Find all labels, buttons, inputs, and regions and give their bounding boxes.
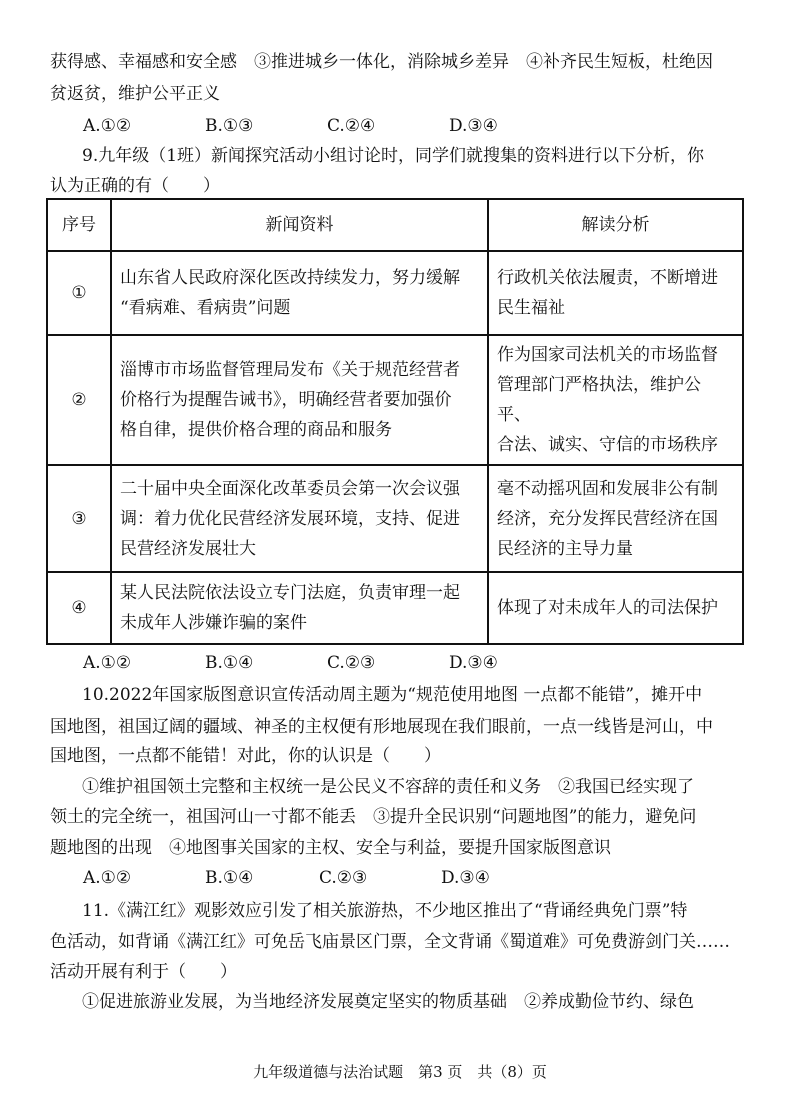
header-number: 序号 — [47, 199, 111, 251]
row-number: ② — [47, 335, 111, 465]
q8-option-a: A.①② — [83, 116, 132, 136]
news-cell — [111, 335, 488, 465]
q10-statement-line-2: 领土的完全统一，祖国河山一寸都不能丢 ③提升全民识别“问题地图”的能力，避免问 — [50, 807, 697, 827]
table-row — [47, 572, 743, 644]
analysis-line: 民经济的主导力量 — [497, 538, 633, 559]
q10-stem-line-1: 10.2022年国家版图意识宣传活动周主题为“规范使用地图 一点都不能错”，摊开中 — [82, 685, 703, 705]
analysis-cell — [488, 251, 743, 335]
q11-statement-line-1: ①促进旅游业发展，为当地经济发展奠定坚实的物质基础 ②养成勤俭节约、绿色 — [82, 992, 694, 1012]
row-number: ① — [47, 251, 111, 335]
news-line: “看病难、看病贵”问题 — [120, 298, 291, 318]
q8-option-c: C.②④ — [327, 116, 376, 136]
row-number: ④ — [47, 572, 111, 644]
analysis-line: 民生福祉 — [497, 298, 565, 318]
analysis-cell — [488, 335, 743, 465]
header-news: 新闻资料 — [111, 199, 488, 251]
analysis-line: 经济，充分发挥民营经济在国 — [497, 508, 718, 529]
analysis-line: 毫不动摇巩固和发展非公有制 — [497, 478, 718, 499]
header-analysis: 解读分析 — [488, 199, 743, 251]
analysis-line: 作为国家司法机关的市场监督 — [497, 345, 718, 365]
analysis-line: 合法、诚实、守信的市场秩序 — [497, 435, 718, 455]
news-line: 二十届中央全面深化改革委员会第一次会议强 — [120, 478, 460, 499]
q10-option-b: B.①④ — [205, 868, 254, 888]
table-row — [47, 251, 743, 335]
q9-stem-line-2: 认为正确的有（ ） — [50, 176, 220, 196]
q9-option-b: B.①④ — [205, 653, 254, 673]
q10-stem-line-2: 国地图，祖国辽阔的疆域、神圣的主权便有形地展现在我们眼前，一点一线皆是河山，中 — [50, 717, 713, 737]
q10-statement-line-3: 题地图的出现 ④地图事关国家的主权、安全与利益，要提升国家版图意识 — [50, 838, 611, 858]
q9-stem-line-1: 9.九年级（1班）新闻探究活动小组讨论时，同学们就搜集的资料进行以下分析，你 — [82, 146, 705, 166]
news-line: 某人民法院依法设立专门法庭，负责审理一起 — [120, 583, 460, 603]
q9-option-a: A.①② — [83, 653, 132, 673]
q11-stem-line-2: 色活动，如背诵《满江红》可免岳飞庙景区门票，全文背诵《蜀道难》可免费游剑门关…… — [50, 932, 730, 952]
analysis-line: 管理部门严格执法，维护公平、 — [497, 375, 701, 425]
q10-statement-line-1: ①维护祖国领土完整和主权统一是公民义不容辞的责任和义务 ②我国已经实现了 — [82, 777, 694, 797]
q10-option-a: A.①② — [83, 868, 132, 888]
q9-option-c: C.②③ — [327, 653, 376, 673]
news-cell — [111, 572, 488, 644]
page-footer: 九年级道德与法治试题 第3 页 共（8）页 — [253, 1063, 547, 1081]
analysis-line: 行政机关依法履责，不断增进 — [497, 268, 718, 288]
q10-option-c: C.②③ — [319, 868, 368, 888]
news-line: 民营经济发展壮大 — [120, 538, 256, 559]
q8-option-d: D.③④ — [449, 116, 498, 136]
news-cell — [111, 465, 488, 572]
analysis-cell — [488, 465, 743, 572]
table-row — [47, 465, 743, 572]
news-line: 未成年人涉嫌诈骗的案件 — [120, 613, 307, 633]
q10-stem-line-3: 国地图，一点都不能错！对此，你的认识是（ ） — [50, 746, 441, 766]
q8-option-b: B.①③ — [205, 116, 254, 136]
analysis-cell — [488, 572, 743, 644]
q11-stem-line-3: 活动开展有利于（ ） — [50, 962, 237, 982]
analysis-line: 体现了对未成年人的司法保护 — [497, 598, 718, 618]
news-line: 山东省人民政府深化医改持续发力，努力缓解 — [120, 268, 460, 288]
q8-stem-line-2: 贫返贫，维护公平正义 — [50, 84, 220, 104]
q8-stem-line-1: 获得感、幸福感和安全感 ③推进城乡一体化，消除城乡差异 ④补齐民生短板，杜绝因 — [50, 52, 713, 72]
q10-option-d: D.③④ — [441, 868, 490, 888]
news-line: 格自律，提供价格合理的商品和服务 — [120, 420, 392, 440]
news-cell — [111, 251, 488, 335]
q9-option-d: D.③④ — [449, 653, 498, 673]
q11-stem-line-1: 11.《满江红》观影效应引发了相关旅游热，不少地区推出了“背诵经典免门票”特 — [82, 901, 688, 921]
news-line: 淄博市市场监督管理局发布《关于规范经营者 — [120, 360, 460, 380]
news-line: 调：着力优化民营经济发展环境，支持、促进 — [120, 508, 460, 529]
news-analysis-table — [46, 198, 744, 645]
table-row — [47, 335, 743, 465]
row-number: ③ — [47, 465, 111, 572]
news-line: 价格行为提醒告诫书》，明确经营者要加强价 — [120, 390, 452, 410]
